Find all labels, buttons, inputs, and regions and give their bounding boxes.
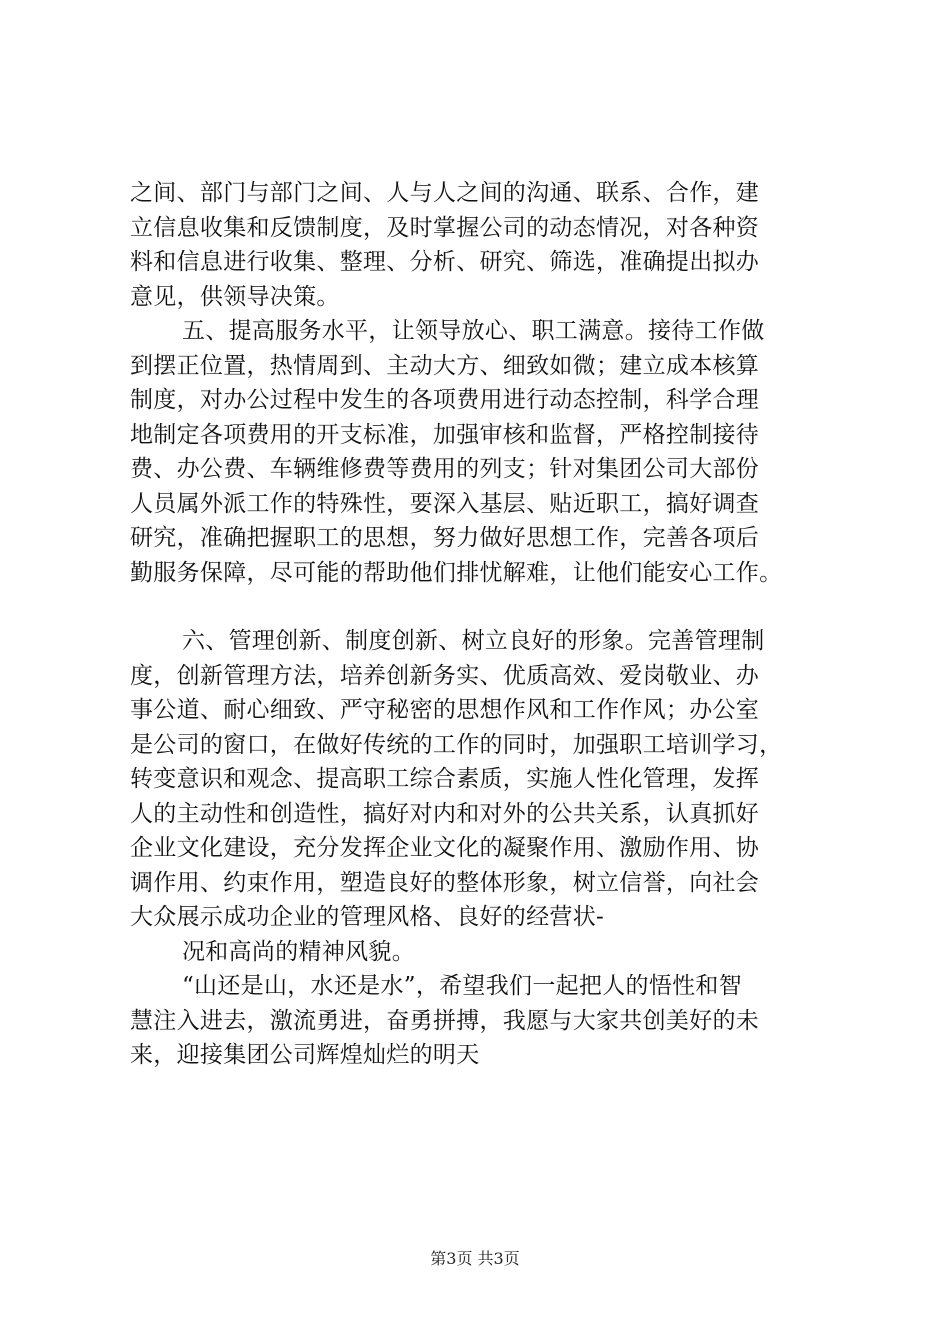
text-line: 调作用、约束作用，塑造良好的整体形象，树立信誉，向社会 [130,869,760,896]
text-line: 况和高尚的精神风貌。 [182,938,415,965]
text-line: 研究，准确把握职工的思想，努力做好思想工作，完善各项后 [130,525,760,551]
text-line: 事公道、耐心细致、严守秘密的思想作风和工作作风；办公室 [130,697,760,723]
text-line: 企业文化建设，充分发挥企业文化的凝聚作用、激励作用、协 [130,835,760,861]
text-line: 之间、部门与部门之间、人与人之间的沟通、联系、合作，建 [130,180,760,206]
text-line: 立信息收集和反馈制度，及时掌握公司的动态情况，对各种资 [130,214,760,241]
paragraph-five-start: 五、提高服务水平，让领导放心、职工满意。接待工作做 [182,318,765,344]
text-line: 度，创新管理方法，培养创新务实、优质高效、爱岗敬业、办 [130,662,760,689]
text-line: 地制定各项费用的开支标准，加强审核和监督，严格控制接待 [130,421,760,448]
text-line: 费、办公费、车辆维修费等费用的列支；针对集团公司大部份 [130,456,760,482]
text-line: 勤服务保障，尽可能的帮助他们排忧解难，让他们能安心工作。 [130,559,783,586]
text-line: 转变意识和观念、提高职工综合素质，实施人性化管理，发挥 [130,766,760,792]
text-line: 是公司的窗口，在做好传统的工作的同时，加强职工培训学习， [130,731,783,758]
text-line: 来，迎接集团公司辉煌灿烂的明天 [130,1042,480,1068]
paragraph-gap [130,590,850,624]
text-line: 意见，供领导决策。 [130,283,340,310]
text-line: 人员属外派工作的特殊性，要深入基层、贴近职工，搞好调查 [130,490,760,517]
paragraph-six-start: 六、管理创新、制度创新、树立良好的形象。完善管理制 [182,628,765,654]
text-line: 大众展示成功企业的管理风格、良好的经营状- [130,904,605,930]
text-line: 料和信息进行收集、整理、分析、研究、筛选，准确提出拟办 [130,249,760,275]
text-line: 人的主动性和创造性，搞好对内和对外的公共关系，认真抓好 [130,800,760,827]
text-line: 到摆正位置，热情周到、主动大方、细致如微；建立成本核算 [130,352,760,379]
page-number: 第3页 共3页 [430,1249,520,1268]
text-line: 制度，对办公过程中发生的各项费用进行动态控制，科学合理 [130,387,760,413]
document-body [130,176,850,1073]
closing-paragraph-start: “山还是山，水还是水”，希望我们一起把人的悟性和智 [182,973,743,999]
text-line: 慧注入进去，激流勇进，奋勇拼搏，我愿与大家共创美好的未 [130,1007,760,1034]
